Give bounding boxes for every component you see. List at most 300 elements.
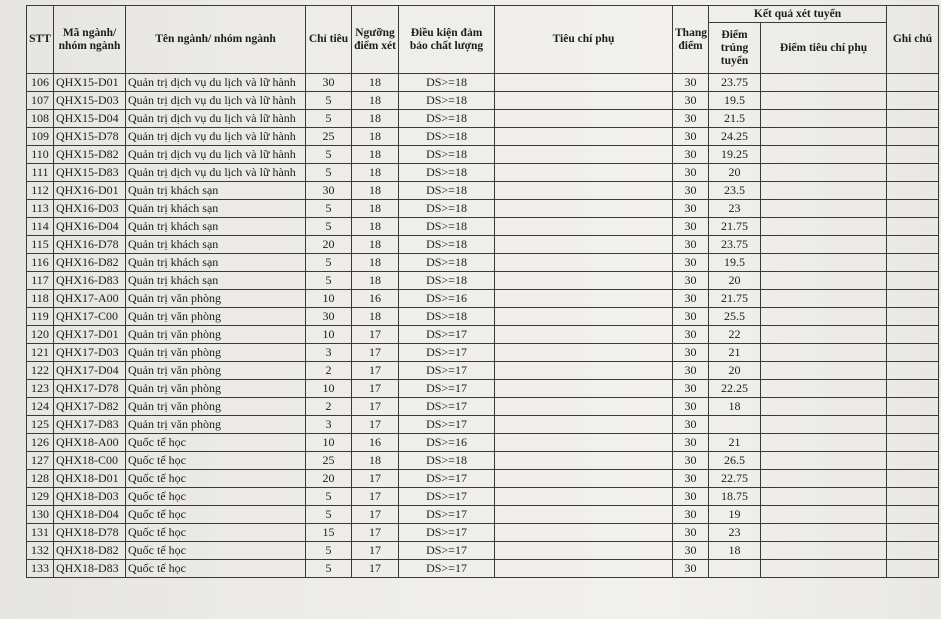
cell-sub-score	[761, 272, 887, 290]
table-row	[27, 200, 939, 218]
cell-sub-criteria	[495, 362, 673, 380]
cell-code: QHX17-D78	[54, 380, 126, 398]
cell-threshold: 18	[352, 74, 399, 92]
cell-sub-score	[761, 416, 887, 434]
cell-score: 22.75	[709, 470, 761, 488]
table-row	[27, 110, 939, 128]
cell-name: Quản trị khách sạn	[126, 218, 306, 236]
cell-scale: 30	[673, 146, 709, 164]
cell-name: Quản trị văn phòng	[126, 290, 306, 308]
cell-scale: 30	[673, 452, 709, 470]
cell-score	[709, 416, 761, 434]
cell-note	[887, 344, 939, 362]
cell-note	[887, 416, 939, 434]
table-row	[27, 326, 939, 344]
header-sub-score: Điểm tiêu chí phụ	[761, 23, 887, 74]
cell-threshold: 18	[352, 452, 399, 470]
cell-stt: 117	[27, 272, 54, 290]
cell-sub-score	[761, 362, 887, 380]
cell-sub-criteria	[495, 398, 673, 416]
cell-threshold: 17	[352, 506, 399, 524]
cell-name: Quản trị văn phòng	[126, 344, 306, 362]
cell-sub-score	[761, 398, 887, 416]
cell-scale: 30	[673, 488, 709, 506]
cell-sub-criteria	[495, 236, 673, 254]
cell-condition: DS>=18	[399, 272, 495, 290]
cell-quota: 3	[306, 416, 352, 434]
cell-threshold: 17	[352, 380, 399, 398]
cell-threshold: 18	[352, 308, 399, 326]
cell-sub-score	[761, 542, 887, 560]
cell-score: 19.25	[709, 146, 761, 164]
cell-score: 20	[709, 272, 761, 290]
cell-quota: 30	[306, 308, 352, 326]
admission-results-table	[26, 5, 939, 578]
table-row	[27, 542, 939, 560]
cell-threshold: 17	[352, 470, 399, 488]
cell-sub-score	[761, 128, 887, 146]
cell-condition: DS>=18	[399, 452, 495, 470]
cell-stt: 114	[27, 218, 54, 236]
cell-stt: 121	[27, 344, 54, 362]
cell-note	[887, 308, 939, 326]
cell-sub-criteria	[495, 128, 673, 146]
cell-name: Quốc tế học	[126, 470, 306, 488]
cell-quota: 10	[306, 380, 352, 398]
cell-score: 21	[709, 344, 761, 362]
table-row	[27, 416, 939, 434]
cell-code: QHX15-D03	[54, 92, 126, 110]
cell-sub-score	[761, 200, 887, 218]
cell-scale: 30	[673, 560, 709, 578]
cell-scale: 30	[673, 110, 709, 128]
cell-name: Quản trị khách sạn	[126, 200, 306, 218]
cell-quota: 5	[306, 506, 352, 524]
table-row	[27, 164, 939, 182]
cell-threshold: 17	[352, 362, 399, 380]
cell-sub-score	[761, 110, 887, 128]
cell-condition: DS>=17	[399, 470, 495, 488]
cell-note	[887, 110, 939, 128]
cell-score: 19.5	[709, 92, 761, 110]
cell-condition: DS>=18	[399, 164, 495, 182]
cell-stt: 113	[27, 200, 54, 218]
cell-code: QHX17-D04	[54, 362, 126, 380]
cell-code: QHX18-D04	[54, 506, 126, 524]
cell-note	[887, 488, 939, 506]
cell-sub-score	[761, 236, 887, 254]
cell-note	[887, 128, 939, 146]
cell-condition: DS>=17	[399, 524, 495, 542]
cell-note	[887, 398, 939, 416]
cell-condition: DS>=18	[399, 146, 495, 164]
table-row	[27, 128, 939, 146]
header-scale: Thang điểm	[673, 6, 709, 74]
cell-condition: DS>=17	[399, 380, 495, 398]
cell-score: 20	[709, 362, 761, 380]
cell-note	[887, 380, 939, 398]
cell-stt: 118	[27, 290, 54, 308]
cell-stt: 111	[27, 164, 54, 182]
table-row	[27, 506, 939, 524]
cell-threshold: 17	[352, 542, 399, 560]
cell-score: 18.75	[709, 488, 761, 506]
cell-threshold: 18	[352, 218, 399, 236]
table-row	[27, 308, 939, 326]
header-condition: Điều kiện đảm bảo chất lượng	[399, 6, 495, 74]
cell-quota: 20	[306, 236, 352, 254]
cell-code: QHX17-D01	[54, 326, 126, 344]
cell-note	[887, 182, 939, 200]
cell-scale: 30	[673, 236, 709, 254]
header-quota: Chỉ tiêu	[306, 6, 352, 74]
cell-quota: 10	[306, 326, 352, 344]
cell-quota: 30	[306, 182, 352, 200]
cell-note	[887, 272, 939, 290]
cell-sub-criteria	[495, 110, 673, 128]
cell-scale: 30	[673, 434, 709, 452]
cell-score: 20	[709, 164, 761, 182]
cell-stt: 110	[27, 146, 54, 164]
cell-score: 22.25	[709, 380, 761, 398]
cell-stt: 126	[27, 434, 54, 452]
cell-score: 21.75	[709, 290, 761, 308]
table-row	[27, 488, 939, 506]
table-row	[27, 146, 939, 164]
cell-threshold: 16	[352, 434, 399, 452]
table-row	[27, 74, 939, 92]
cell-quota: 15	[306, 524, 352, 542]
cell-stt: 108	[27, 110, 54, 128]
cell-sub-criteria	[495, 524, 673, 542]
cell-stt: 128	[27, 470, 54, 488]
cell-name: Quản trị văn phòng	[126, 308, 306, 326]
cell-note	[887, 290, 939, 308]
cell-stt: 107	[27, 92, 54, 110]
cell-code: QHX16-D82	[54, 254, 126, 272]
cell-name: Quản trị văn phòng	[126, 416, 306, 434]
table-row	[27, 290, 939, 308]
header-result-group: Kết quả xét tuyển	[709, 6, 887, 23]
cell-scale: 30	[673, 218, 709, 236]
cell-quota: 5	[306, 110, 352, 128]
cell-score: 19.5	[709, 254, 761, 272]
cell-code: QHX18-D83	[54, 560, 126, 578]
cell-score: 23	[709, 200, 761, 218]
header-stt: STT	[27, 6, 54, 74]
cell-threshold: 18	[352, 182, 399, 200]
cell-sub-score	[761, 146, 887, 164]
table-row	[27, 254, 939, 272]
cell-scale: 30	[673, 308, 709, 326]
cell-note	[887, 236, 939, 254]
cell-stt: 116	[27, 254, 54, 272]
cell-stt: 106	[27, 74, 54, 92]
cell-sub-score	[761, 452, 887, 470]
cell-scale: 30	[673, 200, 709, 218]
cell-quota: 3	[306, 344, 352, 362]
table-row	[27, 452, 939, 470]
cell-sub-criteria	[495, 254, 673, 272]
cell-quota: 5	[306, 542, 352, 560]
cell-sub-score	[761, 182, 887, 200]
cell-code: QHX15-D78	[54, 128, 126, 146]
table-body	[27, 74, 939, 578]
cell-sub-criteria	[495, 272, 673, 290]
cell-score: 23.5	[709, 182, 761, 200]
header-threshold: Ngưỡng điểm xét	[352, 6, 399, 74]
cell-scale: 30	[673, 524, 709, 542]
cell-code: QHX18-C00	[54, 452, 126, 470]
cell-score: 23	[709, 524, 761, 542]
cell-quota: 10	[306, 434, 352, 452]
cell-stt: 132	[27, 542, 54, 560]
cell-name: Quản trị dịch vụ du lịch và lữ hành	[126, 128, 306, 146]
cell-code: QHX17-D82	[54, 398, 126, 416]
cell-condition: DS>=18	[399, 218, 495, 236]
cell-sub-criteria	[495, 200, 673, 218]
cell-sub-criteria	[495, 470, 673, 488]
cell-note	[887, 506, 939, 524]
cell-name: Quản trị dịch vụ du lịch và lữ hành	[126, 110, 306, 128]
cell-name: Quốc tế học	[126, 488, 306, 506]
cell-name: Quốc tế học	[126, 434, 306, 452]
cell-stt: 125	[27, 416, 54, 434]
cell-code: QHX18-D01	[54, 470, 126, 488]
cell-sub-score	[761, 434, 887, 452]
cell-condition: DS>=16	[399, 434, 495, 452]
cell-quota: 5	[306, 560, 352, 578]
cell-sub-criteria	[495, 146, 673, 164]
cell-quota: 5	[306, 146, 352, 164]
cell-code: QHX16-D04	[54, 218, 126, 236]
table-row	[27, 560, 939, 578]
cell-threshold: 18	[352, 128, 399, 146]
header-name: Tên ngành/ nhóm ngành	[126, 6, 306, 74]
cell-name: Quốc tế học	[126, 560, 306, 578]
cell-score: 23.75	[709, 236, 761, 254]
cell-sub-criteria	[495, 164, 673, 182]
cell-sub-criteria	[495, 218, 673, 236]
cell-score: 23.75	[709, 74, 761, 92]
cell-quota: 5	[306, 488, 352, 506]
cell-stt: 133	[27, 560, 54, 578]
cell-note	[887, 74, 939, 92]
table-row	[27, 344, 939, 362]
cell-condition: DS>=17	[399, 362, 495, 380]
table-row	[27, 218, 939, 236]
cell-code: QHX18-D82	[54, 542, 126, 560]
cell-sub-criteria	[495, 488, 673, 506]
cell-sub-score	[761, 254, 887, 272]
cell-code: QHX17-D03	[54, 344, 126, 362]
cell-sub-score	[761, 344, 887, 362]
header-score: Điểm trúng tuyển	[709, 23, 761, 74]
cell-quota: 5	[306, 200, 352, 218]
cell-note	[887, 254, 939, 272]
cell-quota: 2	[306, 398, 352, 416]
cell-score: 25.5	[709, 308, 761, 326]
cell-sub-score	[761, 74, 887, 92]
cell-threshold: 18	[352, 254, 399, 272]
cell-code: QHX17-D83	[54, 416, 126, 434]
cell-condition: DS>=18	[399, 308, 495, 326]
cell-threshold: 18	[352, 272, 399, 290]
cell-scale: 30	[673, 74, 709, 92]
cell-sub-score	[761, 380, 887, 398]
cell-name: Quản trị dịch vụ du lịch và lữ hành	[126, 146, 306, 164]
cell-threshold: 17	[352, 416, 399, 434]
header-note: Ghi chú	[887, 6, 939, 74]
cell-sub-score	[761, 488, 887, 506]
cell-score: 21.75	[709, 218, 761, 236]
cell-scale: 30	[673, 362, 709, 380]
cell-name: Quốc tế học	[126, 524, 306, 542]
cell-scale: 30	[673, 380, 709, 398]
table-row	[27, 362, 939, 380]
cell-code: QHX15-D01	[54, 74, 126, 92]
cell-sub-criteria	[495, 326, 673, 344]
cell-threshold: 17	[352, 524, 399, 542]
cell-threshold: 18	[352, 146, 399, 164]
cell-stt: 119	[27, 308, 54, 326]
cell-note	[887, 542, 939, 560]
cell-name: Quản trị dịch vụ du lịch và lữ hành	[126, 74, 306, 92]
cell-condition: DS>=17	[399, 488, 495, 506]
table-row	[27, 182, 939, 200]
cell-name: Quốc tế học	[126, 542, 306, 560]
cell-scale: 30	[673, 128, 709, 146]
cell-note	[887, 470, 939, 488]
cell-stt: 123	[27, 380, 54, 398]
cell-name: Quốc tế học	[126, 452, 306, 470]
cell-scale: 30	[673, 290, 709, 308]
cell-score: 21	[709, 434, 761, 452]
cell-name: Quản trị khách sạn	[126, 254, 306, 272]
table-row	[27, 524, 939, 542]
cell-condition: DS>=18	[399, 254, 495, 272]
cell-note	[887, 92, 939, 110]
cell-condition: DS>=17	[399, 506, 495, 524]
cell-sub-criteria	[495, 182, 673, 200]
cell-sub-score	[761, 164, 887, 182]
cell-threshold: 17	[352, 398, 399, 416]
cell-code: QHX16-D03	[54, 200, 126, 218]
cell-sub-score	[761, 470, 887, 488]
cell-scale: 30	[673, 164, 709, 182]
cell-threshold: 17	[352, 560, 399, 578]
cell-score: 24.25	[709, 128, 761, 146]
cell-sub-score	[761, 326, 887, 344]
cell-scale: 30	[673, 398, 709, 416]
cell-stt: 109	[27, 128, 54, 146]
cell-stt: 127	[27, 452, 54, 470]
cell-threshold: 17	[352, 326, 399, 344]
cell-code: QHX17-A00	[54, 290, 126, 308]
cell-sub-criteria	[495, 380, 673, 398]
cell-note	[887, 434, 939, 452]
cell-condition: DS>=18	[399, 200, 495, 218]
cell-code: QHX16-D01	[54, 182, 126, 200]
cell-name: Quản trị văn phòng	[126, 398, 306, 416]
cell-note	[887, 146, 939, 164]
cell-sub-criteria	[495, 506, 673, 524]
cell-threshold: 17	[352, 344, 399, 362]
cell-code: QHX17-C00	[54, 308, 126, 326]
cell-name: Quản trị văn phòng	[126, 362, 306, 380]
cell-threshold: 18	[352, 236, 399, 254]
cell-sub-criteria	[495, 452, 673, 470]
cell-note	[887, 524, 939, 542]
cell-name: Quản trị khách sạn	[126, 236, 306, 254]
cell-quota: 25	[306, 452, 352, 470]
cell-threshold: 18	[352, 164, 399, 182]
cell-threshold: 18	[352, 92, 399, 110]
cell-note	[887, 164, 939, 182]
cell-condition: DS>=17	[399, 398, 495, 416]
cell-condition: DS>=17	[399, 560, 495, 578]
cell-code: QHX18-D03	[54, 488, 126, 506]
cell-threshold: 17	[352, 488, 399, 506]
cell-note	[887, 452, 939, 470]
cell-sub-score	[761, 524, 887, 542]
cell-stt: 129	[27, 488, 54, 506]
cell-name: Quản trị văn phòng	[126, 380, 306, 398]
cell-code: QHX18-D78	[54, 524, 126, 542]
cell-scale: 30	[673, 506, 709, 524]
cell-scale: 30	[673, 326, 709, 344]
table-row	[27, 380, 939, 398]
cell-quota: 25	[306, 128, 352, 146]
cell-quota: 10	[306, 290, 352, 308]
cell-code: QHX16-D83	[54, 272, 126, 290]
cell-score: 19	[709, 506, 761, 524]
cell-sub-criteria	[495, 308, 673, 326]
cell-condition: DS>=16	[399, 290, 495, 308]
cell-stt: 124	[27, 398, 54, 416]
cell-scale: 30	[673, 344, 709, 362]
cell-sub-score	[761, 560, 887, 578]
cell-threshold: 18	[352, 110, 399, 128]
table-row	[27, 272, 939, 290]
cell-sub-criteria	[495, 560, 673, 578]
cell-name: Quản trị văn phòng	[126, 326, 306, 344]
cell-code: QHX15-D83	[54, 164, 126, 182]
cell-note	[887, 362, 939, 380]
cell-condition: DS>=18	[399, 128, 495, 146]
cell-stt: 115	[27, 236, 54, 254]
cell-score	[709, 560, 761, 578]
cell-code: QHX16-D78	[54, 236, 126, 254]
cell-sub-score	[761, 506, 887, 524]
cell-condition: DS>=17	[399, 416, 495, 434]
cell-condition: DS>=17	[399, 326, 495, 344]
cell-sub-score	[761, 290, 887, 308]
cell-sub-criteria	[495, 434, 673, 452]
cell-condition: DS>=17	[399, 542, 495, 560]
table-row	[27, 398, 939, 416]
cell-scale: 30	[673, 254, 709, 272]
cell-sub-criteria	[495, 542, 673, 560]
cell-scale: 30	[673, 416, 709, 434]
cell-name: Quản trị khách sạn	[126, 182, 306, 200]
table-row	[27, 470, 939, 488]
table-row	[27, 434, 939, 452]
cell-stt: 112	[27, 182, 54, 200]
cell-score: 21.5	[709, 110, 761, 128]
cell-name: Quản trị dịch vụ du lịch và lữ hành	[126, 92, 306, 110]
cell-sub-criteria	[495, 416, 673, 434]
